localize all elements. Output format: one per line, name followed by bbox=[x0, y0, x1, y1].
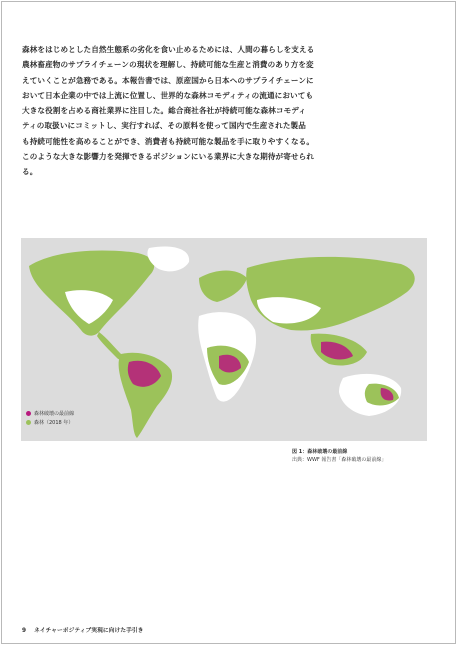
document-page bbox=[1, 1, 456, 644]
legend-label: 森林破壊の最前線 bbox=[34, 411, 75, 417]
legend-item-forest bbox=[26, 418, 74, 427]
world-map-graphic bbox=[21, 238, 427, 441]
map-legend bbox=[26, 409, 74, 427]
paragraph-line: ティの取扱いにコミットし、実行すれば、その原料を使って国内で生産された製品 bbox=[22, 121, 306, 131]
paragraph-line: えていくことが急務である。本報告書では、原産国から日本へのサプライチェーンに bbox=[22, 75, 314, 85]
page-number: 9 bbox=[22, 628, 27, 634]
legend-item-deforestation-front bbox=[26, 409, 74, 418]
paragraph-line: 森林をはじめとした自然生態系の劣化を食い止めるためには、人間の暮らしを支える bbox=[22, 45, 315, 54]
legend-swatch-green bbox=[26, 420, 31, 425]
paragraph-line: る。 bbox=[22, 167, 38, 177]
legend-swatch-magenta bbox=[26, 411, 31, 416]
page-footer bbox=[22, 625, 143, 634]
paragraph-line: 農林畜産物のサプライチェーンの現状を理解し、持続可能な生産と消費のあり方を変 bbox=[22, 60, 314, 70]
body-paragraph bbox=[22, 42, 342, 180]
caption-source: 出典：WWF 報告書「森林破壊の最前線」 bbox=[292, 457, 387, 463]
paragraph-line: おいて日本企業の中では上流に位置し、世界的な森林コモディティの流通においても bbox=[22, 90, 314, 100]
footer-title: ネイチャーポジティブ実現に向けた手引き bbox=[34, 628, 144, 634]
world-forest-map bbox=[21, 238, 427, 441]
caption-title: 図 1：森林破壊の最前線 bbox=[292, 449, 348, 455]
figure-caption bbox=[292, 448, 386, 464]
paragraph-line: 大きな役割を占める商社業界に注目した。総合商社各社が持続可能な森林コモディ bbox=[22, 106, 307, 116]
paragraph-line: も持続可能性を高めることができ、消費者も持続可能な製品を手に取りやすくなる。 bbox=[22, 136, 315, 146]
paragraph-line: このような大きな影響力を発揮できるポジションにいる業界に大きな期待が寄せられ bbox=[22, 152, 315, 162]
legend-label: 森林（2018 年） bbox=[34, 420, 74, 426]
